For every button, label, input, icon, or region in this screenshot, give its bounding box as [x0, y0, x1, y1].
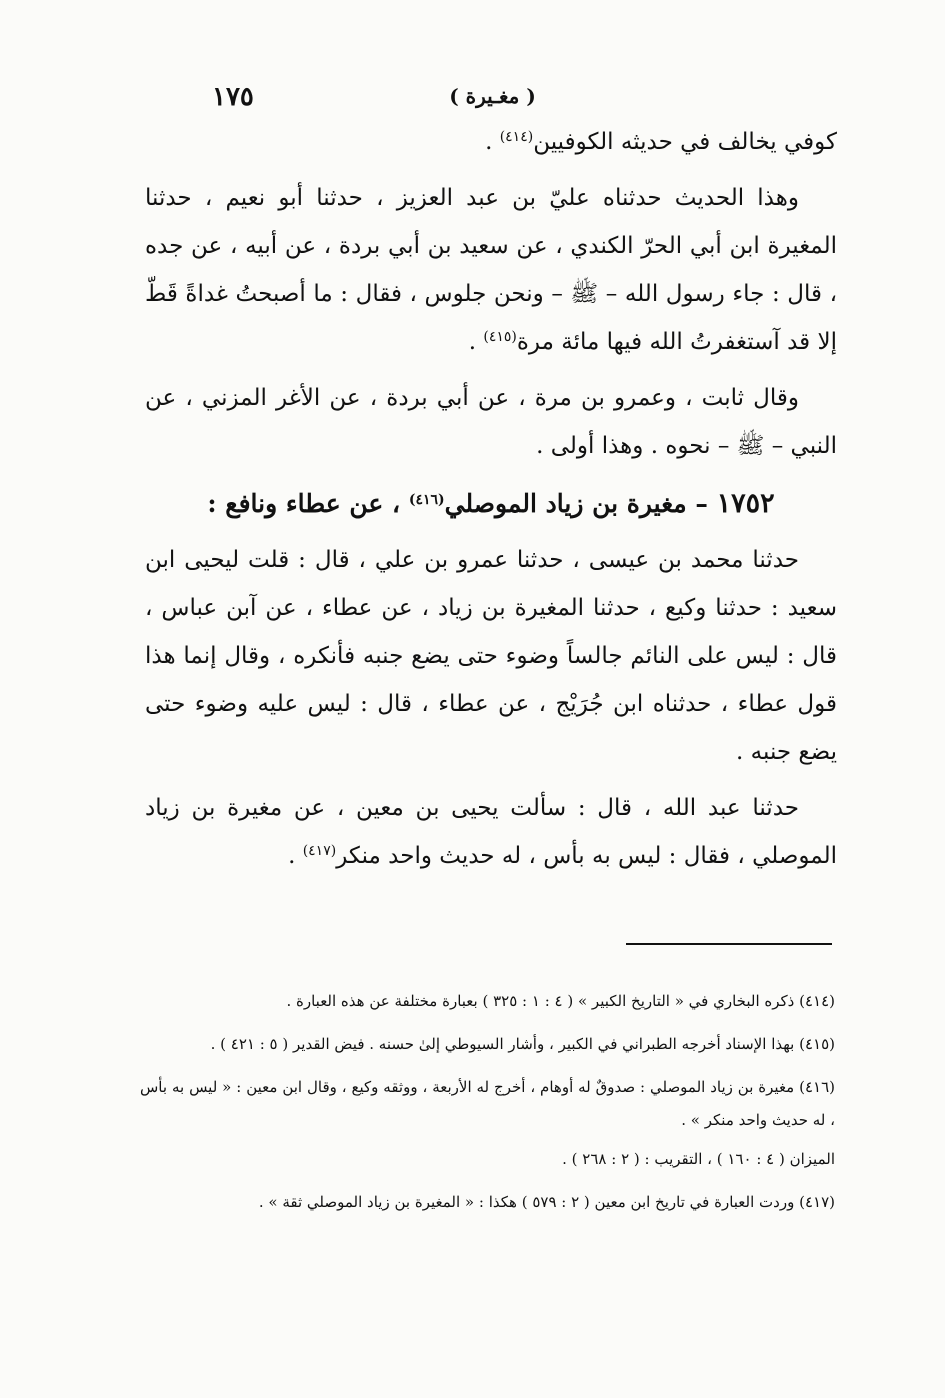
footnote-ref-414: (٤١٤) — [499, 129, 534, 145]
entry-title: مغيرة بن زياد الموصلي — [444, 489, 687, 518]
main-text — [145, 118, 837, 880]
paragraph-5-end: . — [288, 843, 303, 869]
paragraph-3 — [145, 374, 837, 470]
paragraph-1 — [145, 118, 837, 166]
running-head: ( مغـيرة ) — [449, 84, 536, 108]
entry-title-end: ، عن عطاء ونافع : — [207, 489, 409, 518]
paragraph-4-text: حدثنا محمد بن عيسى ، حدثنا عمرو بن علي ، قال : قلت ليحيى ابن سعيد : حدثنا وكيع ، حدثنا المغيرة بن زياد ، عن عطاء ، عن آبن عباس ، قال : ليس على النائم جالساً وضوء حتى يضع جنبه فأنكره ، وقال إنما هذا قول عطاء ، حدثناه ابن جُرَيْج ، عن عطاء ، قال : ليس عليه وضوء حتى يضع جنبه . — [145, 547, 837, 765]
entry-number: ١٧٥٢ — [716, 488, 775, 519]
paragraph-1-end: . — [485, 129, 500, 155]
paragraph-2-end: . — [468, 329, 484, 355]
footnote-ref-416: (٤١٦) — [408, 492, 445, 508]
paragraph-3-text: وقال ثابت ، وعمرو بن مرة ، عن أبي بردة ، عن الأغر المزني ، عن النبي – ﷺ – نحوه . وهذا أولى . — [145, 385, 837, 459]
footnote-ref-417: (٤١٧) — [302, 843, 337, 859]
paragraph-2-text: وهذا الحديث حدثناه عليّ بن عبد العزيز ، حدثنا أبو نعيم ، حدثنا المغيرة ابن أبي الحرّ الكندي ، عن سعيد بن أبي بردة ، عن أبيه ، عن جده ، قال : جاء رسول الله – ﷺ – ونحن جلوس ، فقال : ما أصبحتُ غداةً قَطّ إلا قد آستغفرتُ الله فيها مائة مرة — [145, 185, 837, 355]
paragraph-4 — [145, 536, 837, 776]
paragraph-2 — [145, 174, 837, 366]
page-number: ١٧٥ — [212, 82, 254, 112]
page-header — [150, 82, 835, 122]
footnote-separator — [626, 943, 832, 945]
entry-heading — [145, 480, 837, 528]
paragraph-5-text: حدثنا عبد الله ، قال : سألت يحيى بن معين ، عن مغيرة بن زياد الموصلي ، فقال : ليس به بأس ، له حديث واحد منكر — [145, 795, 837, 869]
footnote-ref-415: (٤١٥) — [483, 329, 517, 345]
footnote-415: (٤١٥) بهذا الإسناد أخرجه الطبراني في الكبير ، وأشار السيوطي إلىٰ حسنه . فيض القدير ( ٥ : ٤٢١ ) . — [210, 1035, 835, 1053]
paragraph-1-text: كوفي يخالف في حديثه الكوفيين — [533, 129, 837, 155]
footnote-416-sources: الميزان ( ٤ : ١٦٠ ) ، التقريب : ( ٢ : ٢٦٨ ) . — [562, 1150, 835, 1168]
footnote-417: (٤١٧) وردت العبارة في تاريخ ابن معين ( ٢ : ٥٧٩ ) هكذا : « المغيرة بن زياد الموصلي ثقة » . — [258, 1193, 835, 1211]
paragraph-5 — [145, 784, 837, 880]
footnote-416: (٤١٦) مغيرة بن زياد الموصلي : صدوقٌ له أوهام ، أخرج له الأربعة ، ووثقه وكيع ، وقال ابن معين : « ليس به بأس ، له حديث واحد منكر » . — [140, 1078, 835, 1129]
footnotes — [140, 985, 835, 1229]
footnote-414: (٤١٤) ذكره البخاري في « التاريخ الكبير » ( ٤ : ١ : ٣٢٥ ) بعبارة مختلفة عن هذه العبارة . — [286, 992, 835, 1010]
entry-dash: – — [686, 489, 717, 518]
